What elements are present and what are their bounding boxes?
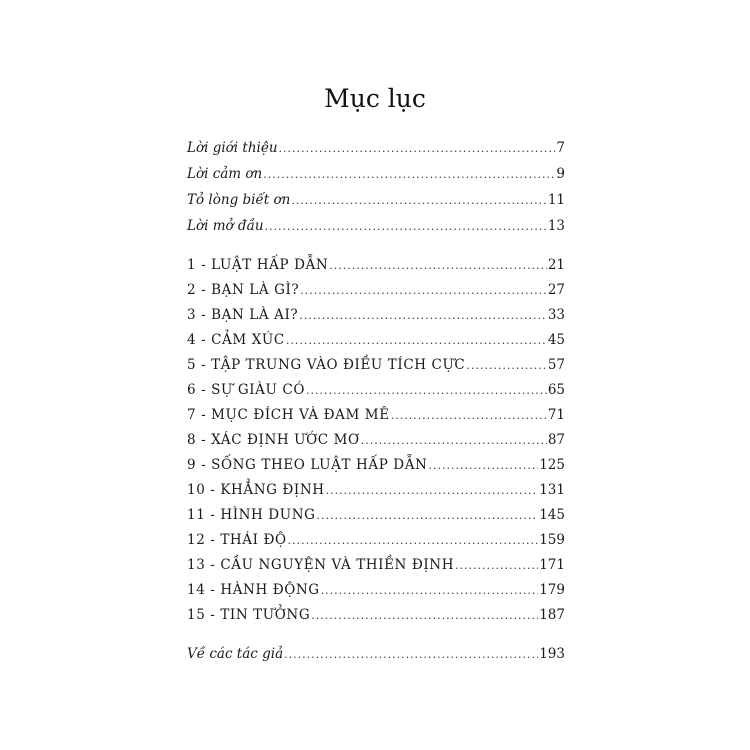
toc-entry-chapter-4 bbox=[187, 329, 565, 351]
toc-entry-chapter-10 bbox=[187, 479, 565, 501]
toc-entry-page: 13 bbox=[547, 218, 565, 234]
toc-entry-chapter-3 bbox=[187, 304, 565, 326]
toc-entry-label: 4 - CẢM XÚC bbox=[187, 332, 285, 348]
dot-leader bbox=[265, 216, 547, 238]
toc-entry-page: 11 bbox=[547, 192, 565, 208]
toc-entry-page: 145 bbox=[539, 507, 565, 523]
toc-entry-front-2 bbox=[187, 163, 565, 185]
toc-entry-page: 187 bbox=[539, 607, 565, 623]
toc-entry-label: 9 - SỐNG THEO LUẬT HẤP DẪN bbox=[187, 457, 428, 473]
page-title: Mục lục bbox=[324, 84, 426, 113]
toc-entry-label: 13 - CẦU NGUYỆN VÀ THIỀN ĐỊNH bbox=[187, 557, 455, 573]
toc-entry-label: Tỏ lòng biết ơn bbox=[187, 192, 291, 208]
toc-entry-page: 33 bbox=[547, 307, 565, 323]
toc-entry-label: 3 - BẠN LÀ AI? bbox=[187, 307, 299, 323]
dot-leader bbox=[466, 355, 546, 377]
toc-entry-page: 131 bbox=[539, 482, 565, 498]
toc-entry-label: 12 - THÁI ĐỘ bbox=[187, 532, 287, 548]
dot-leader bbox=[286, 330, 547, 352]
toc-entry-page: 21 bbox=[547, 257, 565, 273]
toc-entry-front-3 bbox=[187, 189, 565, 211]
toc-entry-label: 1 - LUẬT HẤP DẪN bbox=[187, 257, 329, 273]
toc-entry-chapter-15 bbox=[187, 604, 565, 626]
toc-entry-label: Về các tác giả bbox=[187, 646, 284, 662]
toc-entry-label: 15 - TIN TƯỞNG bbox=[187, 607, 311, 623]
dot-leader bbox=[321, 580, 539, 602]
toc-entry-page: 159 bbox=[539, 532, 565, 548]
toc-entry-label: 6 - SỰ GIÀU CÓ bbox=[187, 382, 305, 398]
toc-entry-page: 179 bbox=[539, 582, 565, 598]
toc-entry-label: 2 - BẠN LÀ GÌ? bbox=[187, 282, 300, 298]
toc-entry-chapter-5 bbox=[187, 354, 565, 376]
toc-entry-back-1 bbox=[187, 643, 565, 665]
toc-entry-page: 45 bbox=[547, 332, 565, 348]
dot-leader bbox=[284, 644, 538, 666]
toc-entry-front-4 bbox=[187, 215, 565, 237]
toc-entry-label: 7 - MỤC ĐÍCH VÀ ĐAM MÊ bbox=[187, 407, 390, 423]
toc-entry-chapter-9 bbox=[187, 454, 565, 476]
dot-leader bbox=[279, 138, 556, 160]
dot-leader bbox=[317, 505, 539, 527]
toc-entry-label: Lời cảm ơn bbox=[187, 166, 263, 182]
dot-leader bbox=[329, 255, 547, 277]
toc-entry-page: 27 bbox=[547, 282, 565, 298]
toc-entry-page: 57 bbox=[547, 357, 565, 373]
toc-entry-page: 193 bbox=[539, 646, 565, 662]
toc-entry-chapter-12 bbox=[187, 529, 565, 551]
toc-entry-page: 71 bbox=[547, 407, 565, 423]
dot-leader bbox=[299, 305, 547, 327]
dot-leader bbox=[311, 605, 538, 627]
toc-entry-label: 5 - TẬP TRUNG VÀO ĐIỀU TÍCH CỰC bbox=[187, 357, 466, 373]
dot-leader bbox=[391, 405, 547, 427]
dot-leader bbox=[306, 380, 547, 402]
toc-entry-chapter-8 bbox=[187, 429, 565, 451]
toc-entry-page: 7 bbox=[556, 140, 565, 156]
toc-entry-page: 9 bbox=[556, 166, 565, 182]
dot-leader bbox=[291, 190, 547, 212]
toc-entry-page: 65 bbox=[547, 382, 565, 398]
toc-entry-label: 11 - HÌNH DUNG bbox=[187, 507, 316, 523]
toc-entry-chapter-13 bbox=[187, 554, 565, 576]
dot-leader bbox=[361, 430, 547, 452]
dot-leader bbox=[428, 455, 538, 477]
toc-entry-page: 125 bbox=[539, 457, 565, 473]
toc-entry-chapter-14 bbox=[187, 579, 565, 601]
dot-leader bbox=[288, 530, 539, 552]
toc-entry-label: Lời giới thiệu bbox=[187, 140, 278, 156]
toc-entry-chapter-2 bbox=[187, 279, 565, 301]
dot-leader bbox=[300, 280, 547, 302]
toc-entry-label: 14 - HÀNH ĐỘNG bbox=[187, 582, 320, 598]
toc-entry-page: 87 bbox=[547, 432, 565, 448]
toc-entry-page: 171 bbox=[539, 557, 565, 573]
toc-entry-front-1 bbox=[187, 137, 565, 159]
toc-entry-chapter-7 bbox=[187, 404, 565, 426]
toc-entry-label: 8 - XÁC ĐỊNH ƯỚC MƠ bbox=[187, 432, 360, 448]
dot-leader bbox=[455, 555, 538, 577]
dot-leader bbox=[326, 480, 539, 502]
toc-entry-chapter-1 bbox=[187, 254, 565, 276]
toc-entry-chapter-11 bbox=[187, 504, 565, 526]
toc-entry-chapter-6 bbox=[187, 379, 565, 401]
toc-entry-label: 10 - KHẲNG ĐỊNH bbox=[187, 482, 325, 498]
toc-entry-label: Lời mở đầu bbox=[187, 218, 264, 234]
dot-leader bbox=[263, 164, 555, 186]
